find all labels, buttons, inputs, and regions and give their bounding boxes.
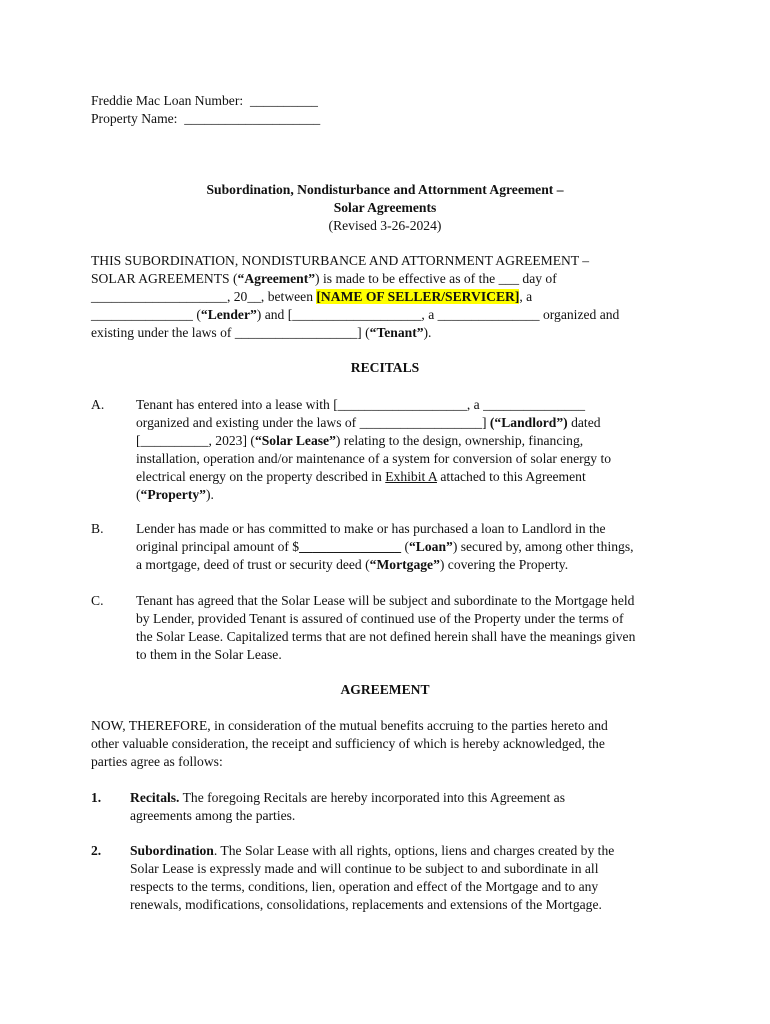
document-title-line1: Subordination, Nondisturbance and Attornment Agreement – xyxy=(206,182,564,197)
recital-c-text: Tenant has agreed that the Solar Lease will be subject and subordinate to the Mortgage held by Lender, provided Tenant is assured of continued use of the Property under the terms of the Solar Lease. Capitalized terms that are not defined herein shall have the meanings given to them in the Solar Lease. xyxy=(136,593,636,662)
intro-line: ____________________, 20__, between [NAME OF SELLER/SERVICER], a xyxy=(91,289,533,304)
intro-line: SOLAR AGREEMENTS (“Agreement”) is made to be effective as of the ___ day of xyxy=(91,271,557,286)
seller-servicer-placeholder: [NAME OF SELLER/SERVICER] xyxy=(316,289,520,304)
intro-line: _______________ (“Lender”) and [___________________, a _______________ organized and xyxy=(91,307,620,322)
revised-date: (Revised 3-26-2024) xyxy=(328,218,442,233)
property-name-blank: ____________________ xyxy=(184,111,321,126)
item-2-title: Subordination xyxy=(130,843,214,858)
recitals-heading: RECITALS xyxy=(350,360,420,375)
property-name-label: Property Name: xyxy=(91,111,178,126)
loan-number-line xyxy=(91,92,691,110)
recital-c-label: C. xyxy=(91,593,104,608)
recital-a-label: A. xyxy=(91,397,105,412)
property-name-line xyxy=(91,110,691,128)
item-1-text: Recitals. The foregoing Recitals are hereby incorporated into this Agreement as agreements among the parties. xyxy=(130,790,565,823)
intro-line: THIS SUBORDINATION, NONDISTURBANCE AND ATTORNMENT AGREEMENT – xyxy=(91,253,590,268)
agreement-heading: AGREEMENT xyxy=(340,682,430,697)
item-1-number: 1. xyxy=(91,790,102,805)
recital-b-label: B. xyxy=(91,521,104,536)
item-1-title: Recitals. xyxy=(130,790,180,805)
recital-b-text: Lender has made or has committed to make or has purchased a loan to Landlord in the original principal amount of $_______________ (“Loan”) secured by, among other things, a mortgage, deed of trust or security deed (“Mortgage”) covering the Property. xyxy=(136,521,634,572)
recital-a-text: Tenant has entered into a lease with [___________________, a _______________ organized and existing under the laws of __________________] (“Landlord”) dated [__________, 2023] (“Solar Lease”) relating to the design, ownership, financing, installation, operation and/or maintenance of a system for conversion of solar energy to electrical energy on the property described in Exhibit A attached to this Agreement (“Property”). xyxy=(136,397,612,502)
intro-line: existing under the laws of __________________] (“Tenant”). xyxy=(91,325,432,340)
loan-number-blank: __________ xyxy=(249,93,318,108)
item-2-number: 2. xyxy=(91,843,102,858)
document-title-line2: Solar Agreements xyxy=(333,200,437,215)
intro-paragraph xyxy=(91,252,691,342)
agreement-intro: NOW, THEREFORE, in consideration of the mutual benefits accruing to the parties hereto and other valuable consideration, the receipt and sufficiency of which is hereby acknowledged, the parties agree as follows: xyxy=(91,718,608,769)
loan-number-label: Freddie Mac Loan Number: xyxy=(91,93,244,108)
exhibit-a-reference: Exhibit A xyxy=(385,469,437,484)
item-2-text: Subordination. The Solar Lease with all rights, options, liens and charges created by the Solar Lease is expressly made and will continue to be subject to and subordinate in all respects to the terms, conditions, lien, operation and effect of the Mortgage and to any renewals, modifications, consolidations, replacements and extensions of the Mortgage. xyxy=(130,843,615,912)
